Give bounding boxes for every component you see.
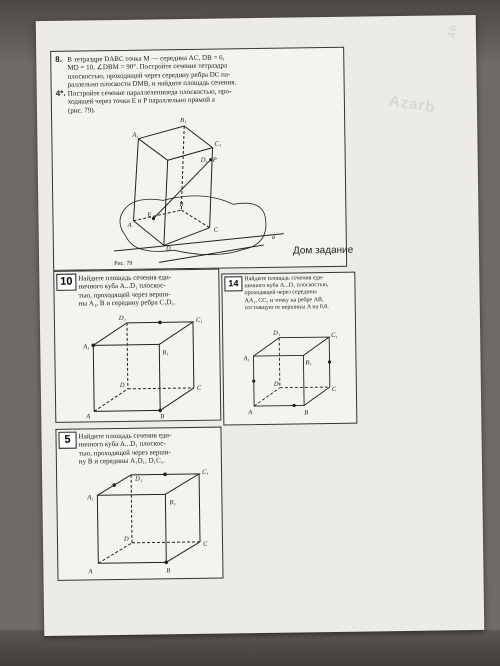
c10-label-C: C	[196, 384, 202, 392]
problem-5-text: Найдите площадь сечения еди- ничного куба A...D₁ плоскос- тью, проходящей через верши- ну B и середины A₁D₁, D₁C₁.	[78, 431, 172, 466]
cube-figure-10	[54, 270, 220, 422]
c5-label-A1: A₁	[87, 494, 94, 502]
problem-10-text: Найдите площадь сечения еди- ничного куба A...D₁ плоскос- тью, проходящей через верши- ны A₁, B и середину ребра C₁D₁.	[78, 273, 176, 308]
fig79-label-E: E	[147, 211, 152, 219]
problem-4-text: Постройте сечение параллелепипеда плоскостью, про- ходящей через точки E и P параллельно прямой a (рис. 79).	[67, 87, 232, 115]
c14-label-B: B	[304, 409, 309, 417]
c5-label-D: D	[123, 535, 129, 543]
fig79-label-C1: C₁	[214, 140, 222, 148]
c10-label-B: B	[160, 413, 165, 421]
paper-sheet	[36, 15, 485, 636]
fig79-label-B: B	[179, 201, 184, 209]
c10-label-B1: B₁	[162, 349, 169, 357]
c10-label-A: A	[86, 413, 91, 421]
problem-10-number: 10	[56, 274, 76, 291]
cube-figure-5	[56, 428, 222, 580]
fig79-label-P: P	[212, 156, 217, 164]
scan-top-problems	[50, 47, 347, 271]
c10-label-D1: D₁	[118, 314, 126, 322]
bleed-through-text: Azarb	[387, 92, 437, 117]
c5-label-C1: C₁	[201, 468, 209, 476]
cube-figure-14	[222, 273, 356, 425]
c14-label-A1: A₁	[243, 355, 250, 363]
page-number-rotated: 46	[445, 23, 461, 40]
fig79-label-a: a	[271, 233, 276, 241]
c10-label-C1: C₁	[195, 316, 203, 324]
c5-label-B: B	[166, 567, 171, 575]
fig79-label-A1: A₁	[132, 131, 139, 139]
c5-label-C: C	[203, 540, 208, 548]
problem-5-number: 5	[58, 432, 76, 449]
c5-label-D1: D₁	[135, 475, 143, 483]
problem-14-text: Найдите площадь сечения еди- ничного куба A...D₁ плоскостью, проходящей через середины AA₁, CC₁ и точку на ребре AB, отстоящую от вершины A на 0,8.	[244, 275, 329, 312]
c14-label-C: C	[331, 385, 337, 394]
c10-label-D: D	[119, 381, 125, 389]
c14-label-D: D	[273, 380, 279, 388]
c5-label-B1: B₁	[169, 499, 176, 507]
c10-label-A1: A₁	[83, 343, 90, 351]
scan-problem-5	[55, 427, 223, 581]
problem-14-number: 14	[224, 276, 242, 291]
c14-label-A: A	[248, 409, 253, 417]
c14-label-C1: C₁	[331, 331, 338, 340]
problem-8-number: 8.	[55, 54, 62, 64]
fig79-label-D: D	[165, 245, 171, 253]
fig79-label-D1: D₁	[200, 156, 208, 164]
figure-79-parallelepiped	[51, 48, 346, 270]
problem-4-number: 4*.	[55, 88, 66, 98]
fig79-label-B1: B₁	[180, 117, 187, 125]
c5-label-A: A	[88, 568, 93, 576]
plane-shape	[120, 195, 267, 256]
scan-problem-14	[221, 272, 357, 426]
fig79-caption: Рис. 79	[114, 260, 133, 268]
fig79-label-A: A	[127, 221, 132, 229]
c14-label-D1: D₁	[273, 329, 281, 337]
scan-problem-10	[53, 269, 221, 423]
problem-8-text: В тетраэдре DABC точка M — середина AC, DB = 6, MD = 10, ∠DBM = 90°. Постройте сечение тетраэдра плоскостью, проходящей через середину ребра DC па- раллельно плоскости DMB, и найдите площадь сечения.	[67, 53, 237, 89]
c14-label-B1: B₁	[305, 359, 312, 367]
fig79-label-C: C	[213, 226, 219, 234]
handwritten-homework: Дом задание	[292, 244, 354, 257]
